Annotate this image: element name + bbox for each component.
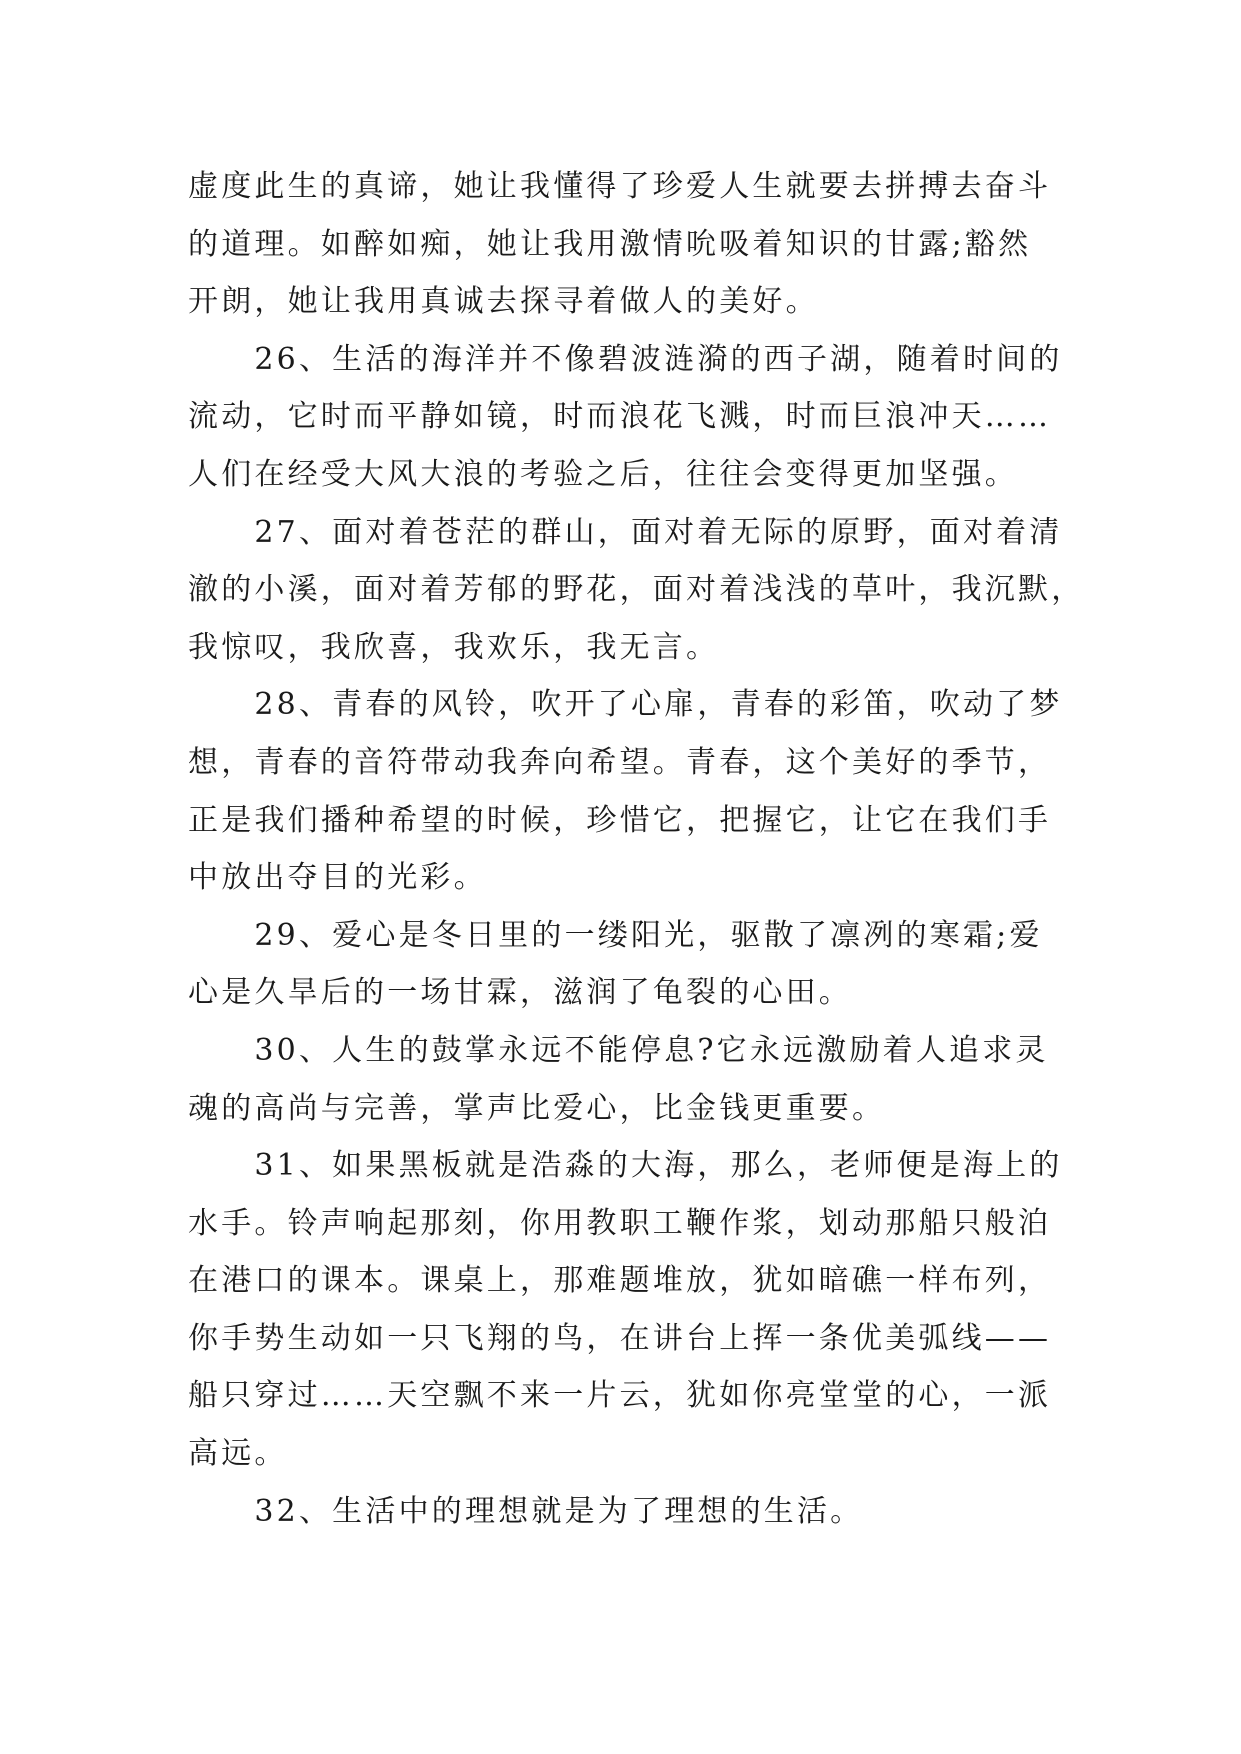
text-line: 31、如果黑板就是浩淼的大海，那么，老师便是海上的	[188, 1148, 1063, 1184]
text-line: 水手。铃声响起那刻，你用教职工鞭作浆，划动那船只般泊	[188, 1205, 1052, 1241]
paragraph-30	[188, 1022, 1054, 1137]
text-line: 流动，它时而平静如镜，时而浪花飞溅，时而巨浪冲天……	[188, 399, 1052, 435]
text-line: 虚度此生的真谛，她让我懂得了珍爱人生就要去拼搏去奋斗	[188, 169, 1052, 204]
paragraph-25-continuation	[188, 158, 1054, 331]
text-line: 中放出夺目的光彩。	[188, 860, 487, 896]
text-line: 26、生活的海洋并不像碧波涟漪的西子湖，随着时间的	[188, 341, 1063, 377]
text-line: 你手势生动如一只飞翔的鸟，在讲台上挥一条优美弧线——	[188, 1320, 1052, 1356]
paragraph-32	[188, 1483, 1054, 1541]
text-line: 正是我们播种希望的时候，珍惜它，把握它，让它在我们手	[188, 802, 1052, 838]
paragraph-28	[188, 676, 1063, 906]
text-line: 澈的小溪，面对着芳郁的野花，面对着浅浅的草叶，我沉默，	[188, 572, 1085, 608]
text-line: 高远。	[188, 1436, 288, 1472]
text-line: 人们在经受大风大浪的考验之后，往往会变得更加坚强。	[188, 456, 1018, 492]
document-body	[188, 158, 1085, 1540]
paragraph-27	[188, 504, 1085, 677]
text-line: 魂的高尚与完善，掌声比爱心，比金钱更重要。	[188, 1090, 886, 1126]
paragraph-31	[188, 1137, 1063, 1483]
text-line: 开朗，她让我用真诚去探寻着做人的美好。	[188, 284, 819, 320]
text-line: 在港口的课本。课桌上，那难题堆放，犹如暗礁一样布列，	[188, 1263, 1052, 1299]
text-line: 28、青春的风铃，吹开了心扉，青春的彩笛，吹动了梦	[188, 687, 1063, 723]
text-line: 32、生活中的理想就是为了理想的生活。	[188, 1493, 864, 1529]
text-line: 想，青春的音符带动我奔向希望。青春，这个美好的季节，	[188, 744, 1052, 780]
text-line: 30、人生的鼓掌永远不能停息?它永远激励着人追求灵	[188, 1032, 1049, 1068]
text-line: 29、爱心是冬日里的一缕阳光，驱散了凛冽的寒霜;爱	[188, 917, 1043, 953]
paragraph-29	[188, 907, 1054, 1022]
text-line: 我惊叹，我欣喜，我欢乐，我无言。	[188, 629, 720, 665]
paragraph-26	[188, 331, 1063, 504]
text-line: 27、面对着苍茫的群山，面对着无际的原野，面对着清	[188, 514, 1063, 550]
text-line: 的道理。如醉如痴，她让我用激情吮吸着知识的甘露;豁然	[188, 226, 1032, 262]
text-line: 船只穿过……天空飘不来一片云，犹如你亮堂堂的心，一派	[188, 1378, 1052, 1414]
text-line: 心是久旱后的一场甘霖，滋润了龟裂的心田。	[188, 975, 852, 1011]
